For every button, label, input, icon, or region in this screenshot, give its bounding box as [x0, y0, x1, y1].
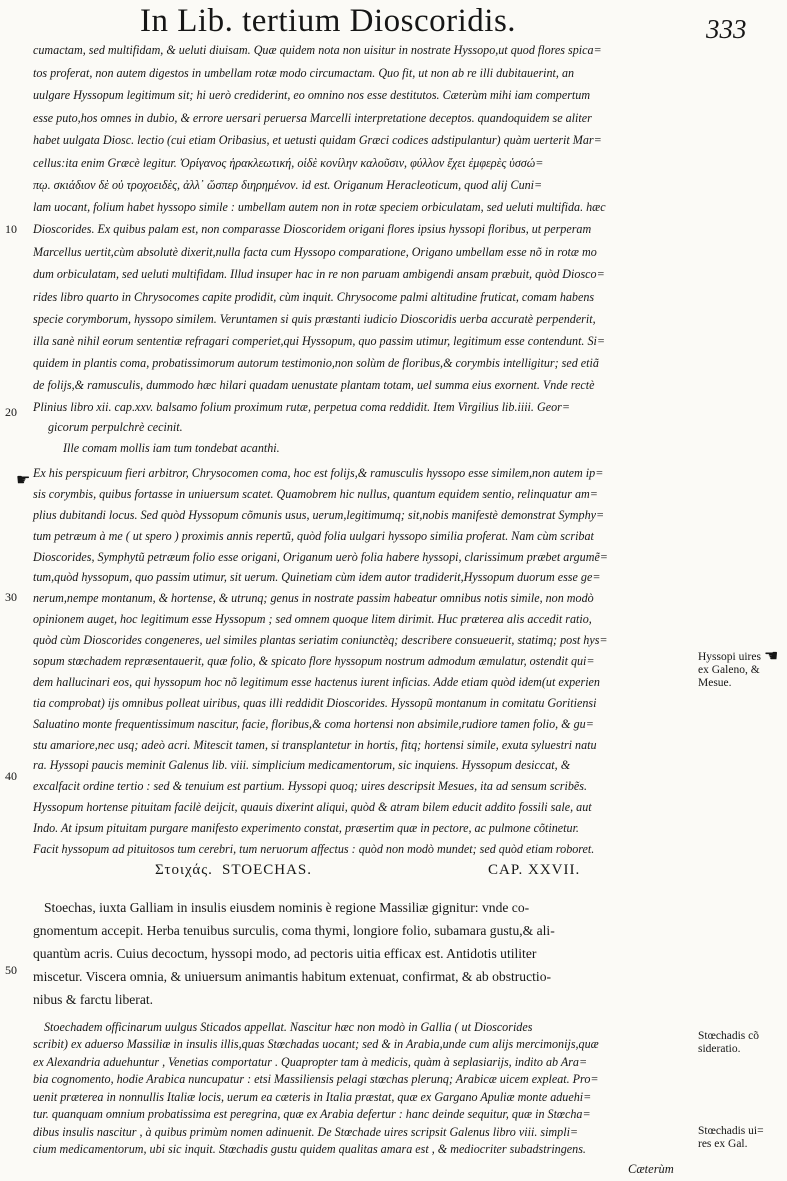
line-number: 50: [5, 963, 17, 977]
pointing-hand-icon: ☚: [764, 646, 779, 665]
text-line: tur. quanquam omnium probatissima est peregrina, quæ ex Arabia defertur : hanc deinde sequitur, quæ in Stœcha=: [33, 1107, 591, 1121]
text-line: cumactam, sed multifidam, & ueluti diuisam. Quæ quidem nota non uisitur in nostrate Hyssopo,ut quod flores spica=: [33, 43, 602, 57]
text-line: quòd cùm Dioscorides congeneres, uel similes plantas seriatim coniunctèq; describere consueuerit, statimq; post hys=: [33, 633, 608, 647]
line-number: 40: [5, 769, 17, 783]
text-line: bia cognomento, hodie Arabica nuncupatur : etsi Massiliensis pelagi stœchas plerunq; Arabicæ uicem expleat. Pro=: [33, 1072, 599, 1086]
line-number: 30: [5, 590, 17, 604]
text-line: dem hallucinari eos, qui hyssopum hoc nõ legitimum esse hactenus iurent inficias. Adde etiam quòd idem(ut experien: [33, 675, 600, 689]
text-line: rides libro quarto in Chrysocomes capite prodidit, cùm inquit. Chrysocome palmi altitudine fruticat, comam habens: [33, 290, 595, 304]
margin-note-line: ex Galeno, &: [698, 664, 760, 676]
chapter-latin-name: STOECHAS.: [222, 862, 312, 878]
text-line: cium medicamentorum, ubi sic inquit. Stœchadis gustu quidem qualitas amara est , & mediocriter subadstringens.: [33, 1142, 586, 1156]
text-line: uulgare Hyssopum legitimum sit; hi uerò crediderint, eo omnino nos esse destitutos. Cæterùm mihi iam compertum: [33, 88, 591, 102]
text-line: nibus & farctu liberat.: [33, 992, 154, 1007]
chapter-number: CAP. XXVII.: [488, 862, 581, 878]
text-line: Marcellus uertit,cùm absolutè dixerit,nulla facta cum Hyssopo comparatione, Origano umbellam esse nõ in rotæ mo: [33, 245, 597, 259]
text-line: gicorum perpulchrè cecinit.: [48, 420, 183, 434]
text-line: tum,quòd hyssopum, quo passim utimur, sit uerum. Quinetiam cùm idem autor tradiderit,Hyssopum duorum esse ge=: [33, 570, 601, 584]
chapter-heading: [0, 862, 787, 884]
text-line: excalfacit ordine tertio : sed & tenuium est partium. Hyssopi quoq; uires descripsit Mesues, ita ad sensum scribẽs.: [33, 779, 588, 793]
text-line: πῳ. σκιάδιον δὲ οὐ τροχοειδὲς, ἀλλ᾿ ὥσπερ διηρημένον. id est. Origanum Heracleoticum, quod alij Cuni=: [33, 178, 543, 192]
text-line: Saluatino monte frequentissimum nascitur, facie, floribus,& coma hortensi non absimile,rudiore tamen folio, & gu=: [33, 717, 594, 731]
text-line: Plinius libro xii. cap.xxv. balsamo folium proximum rutæ, perpetua coma reddidit. Item Virgilius lib.iiii. Geor=: [33, 400, 570, 414]
text-line: de folijs,& ramusculis, dummodo hæc hilari quadam uenustate plantam totam, uel summa eius exornent. Vnde rectè: [33, 378, 595, 392]
margin-note-line: Mesue.: [698, 677, 732, 689]
text-line: Facit hyssopum ad pituitosos tum cerebri, tum neruorum affectus : quòd non modò mundet; sed quòd etiam roboret.: [33, 842, 595, 856]
catchword: Cæterùm: [628, 1162, 674, 1176]
margin-note-uires: [698, 1125, 784, 1151]
text-line: miscetur. Viscera omnia, & uniuersum animantis habitum extenuat, confirmat, & ab obstructio-: [33, 969, 552, 984]
text-line: tos proferat, non autem digestos in umbellam rotæ modo circumactam. Quo fit, ut non ab re illi dubitauerint, an: [33, 66, 575, 80]
text-line: quantùm acris. Cuius decoctum, hyssopi modo, ad pectoris uitia efficax est. Antidotis utiliter: [33, 946, 537, 961]
text-line: gnomentum accepit. Herba tenuibus surculis, coma thymi, longiore folio, subamara gustu,& ali-: [33, 923, 555, 938]
text-line: tia comprobat) ijs omnibus polleat uiribus, quas illi reddidit Dioscorides. Hyssopũ montanum in comitatu Goritiensi: [33, 696, 597, 710]
text-line: Hyssopum hortense pituitam facilè deijcit, quauis dixerint aliqui, quòd & atram bilem educit addito fossili sale, aut: [33, 800, 592, 814]
margin-note-line: Stœchadis ui=: [698, 1125, 764, 1137]
margin-note-hyssopi: [698, 651, 784, 690]
text-line: Dioscorides, Symphytũ petræum folio esse origani, Origanum uerò folia habere hyssopi, clarissimum præbet argumẽ=: [33, 550, 608, 564]
text-line: quidem in plantis coma, probatissimorum autorum testimonio,non solùm de floribus,& corymbis intelligitur; sed etiã: [33, 356, 599, 370]
text-line: lam uocant, folium habet hyssopo simile : umbellam autem non in rotæ speciem orbiculatam, sed ueluti multifida. hæc: [33, 200, 606, 214]
text-line: specie corymborum, hyssopo similem. Veruntamen si quis præstanti iudicio Dioscoridis uerba accuratè perpenderit,: [33, 312, 596, 326]
text-line: stu amariore,nec usq; adeò acri. Mitescit tamen, si transplantetur in hortis, fitq; hortensi simile, exuta syluestri natu: [33, 738, 597, 752]
margin-note-line: Stœchadis cõ: [698, 1030, 760, 1042]
pointing-hand-icon: ☛: [16, 470, 31, 489]
text-line: illa sanè nihil eorum sententiæ refragari comperiet,qui Hyssopum, quo passim utimur, legitimum esse contendunt. Si=: [33, 334, 606, 348]
text-line: dum orbiculatam, sed ueluti multifidam. Illud insuper hac in re non paruam ambigendi ansam præbuit, quòd Diosco=: [33, 267, 605, 281]
margin-note-line: Hyssopi uires: [698, 651, 761, 663]
text-line: sopum stœchadem repræsentauerit, quæ folio, & spicato flore hyssopum nostrum admodum æmulatur, ostendit qui=: [33, 654, 595, 668]
line-number: 10: [5, 222, 17, 236]
running-head: In Lib. tertium Dioscoridis.: [140, 3, 517, 39]
text-line: scribit) ex aduerso Massiliæ in insulis illis,quas Stœchadas uocant; sed & in Arabia,unde cum alijs mercimonijs,quæ: [33, 1037, 599, 1051]
text-line: ex Alexandria aduehuntur , Venetias comportatur . Quapropter tam à medicis, quàm à seplasiarijs, indito ab Ara=: [33, 1055, 588, 1069]
page-number: 333: [706, 14, 747, 44]
text-line: ra. Hyssopi paucis meminit Galenus lib. viii. simplicium medicamentorum, sic inquiens. Hyssopum desiccat, &: [33, 758, 571, 772]
margin-note-consideratio: [698, 1030, 784, 1056]
line-number: 20: [5, 405, 17, 419]
margin-note-line: sideratio.: [698, 1043, 741, 1055]
text-line: Dioscorides. Ex quibus palam est, non comparasse Dioscoridem origani flores ipsius hyssopi floribus, ut perperam: [33, 222, 592, 236]
text-line: uenit præterea in nonnullis Italiæ locis, uerum ea cæteris in Italia præstat, quæ ex Gargano Apuliæ monte aduehi=: [33, 1090, 592, 1104]
text-line: esse puto,hos omnes in dubio, & errore uersari peruersa Marcelli interpretatione deceptos. quandoquidem se aliter: [33, 111, 592, 125]
text-line: Stoechas, iuxta Galliam in insulis eiusdem nominis è regione Massiliæ gignitur: vnde co-: [44, 900, 530, 915]
text-line: nerum,nempe montanum, & hortense, & utrunq; genus in nostrate passim habeatur omnibus notis simile, non modò: [33, 591, 594, 605]
text-line: tum petræum à me ( ut spero ) proximis annis repertũ, quòd folia uulgari hyssopo similia proferat. Nam cùm scribat: [33, 529, 594, 543]
text-line: opinionem auget, hoc legitimum esse Hyssopum ; sed omnem quoque litem dirimit. Huc præterea alis accedit ratio,: [33, 612, 592, 626]
margin-note-line: res ex Gal.: [698, 1138, 748, 1150]
text-line: Stoechadem officinarum uulgus Sticados appellat. Nascitur hæc non modò in Gallia ( ut Dioscorides: [44, 1020, 533, 1034]
chapter-greek-name: Στοιχάς.: [155, 862, 213, 878]
verse-line: Ille comam mollis iam tum tondebat acanthi.: [63, 441, 280, 455]
text-line: plius dubitandi locus. Sed quòd Hyssopum cõmunis usus, uerum,legitimumq; sit,nobis manifestè demonstrat Symphy=: [33, 508, 605, 522]
text-line: cellus:ita enim Græcè legitur. Ὀρίγανος ἡρακλεωτική, οἱδὲ κονίλην καλοῦσιν, φύλλον ἔχει ἐμφερὲς ὑσσώ=: [33, 156, 544, 170]
text-line: habet uulgata Diosc. lectio (cui etiam Oribasius, et uetusti quidam Græci codices adstipulantur) quàm uerterit Mar=: [33, 133, 602, 147]
text-line: Ex his perspicuum fieri arbitror, Chrysocomen coma, hoc est folijs,& ramusculis hyssopo esse similem,non autem ip=: [33, 466, 604, 480]
text-line: Indo. At ipsum pituitam purgare manifesto experimento constat, præsertim quæ in pectore, ac pulmone cõtinetur.: [33, 821, 579, 835]
text-line: dibus insulis nascitur , à quibus primùm nomen adinuenit. De Stœchade uires scripsit Galenus libro viii. simpli=: [33, 1125, 579, 1139]
text-line: sis corymbis, quibus fortasse in uniuersum scatet. Quamobrem hic nullus, quantum equidem sentio, relinquatur am=: [33, 487, 598, 501]
